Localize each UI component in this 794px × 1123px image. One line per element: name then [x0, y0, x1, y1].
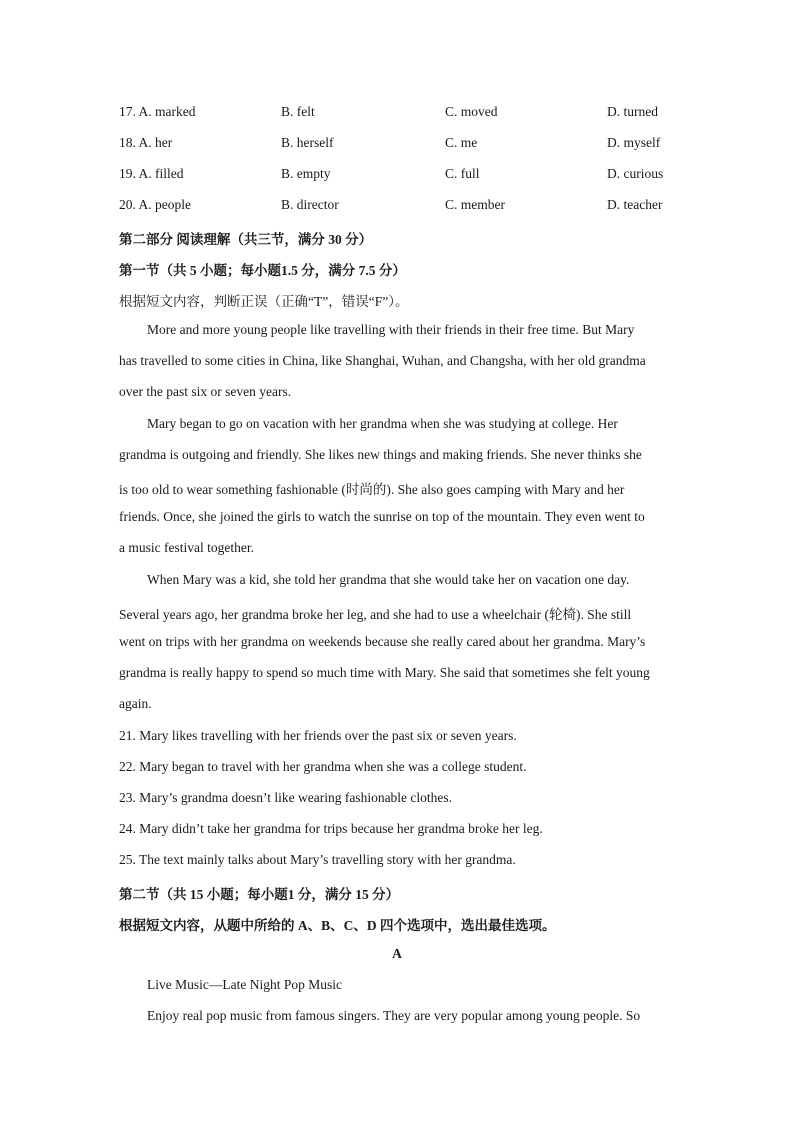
passage-a-label: A: [392, 946, 402, 961]
option-c: C. moved: [445, 104, 498, 119]
statement-23: 23. Mary’s grandma doesn’t like wearing fashionable clothes.: [119, 790, 453, 805]
passage-line: over the past six or seven years.: [119, 384, 292, 399]
passage-a-line: Enjoy real pop music from famous singers. They are very popular among young people. So: [147, 1008, 641, 1023]
option-d: D. turned: [607, 104, 658, 119]
option-b: B. director: [281, 197, 339, 212]
passage-a-title: Live Music—Late Night Pop Music: [147, 977, 342, 992]
passage-line: grandma is outgoing and friendly. She likes new things and making friends. She never thinks she: [119, 447, 642, 462]
option-d: D. myself: [607, 135, 661, 150]
question-20-options: [119, 197, 679, 217]
question-17-options: [119, 104, 679, 124]
question-19-options: [119, 166, 679, 186]
section2-title: 第二节（共 15 小题；每小题1 分，满分 15 分）: [119, 887, 400, 902]
passage-line: More and more young people like travelling with their friends in their free time. But Mary: [147, 322, 635, 337]
passage-line: again.: [119, 696, 152, 711]
option-a: 19. A. filled: [119, 166, 184, 181]
part2-title: 第二部分 阅读理解（共三节，满分 30 分）: [119, 232, 373, 247]
statement-24: 24. Mary didn’t take her grandma for trips because her grandma broke her leg.: [119, 821, 543, 836]
statement-21: 21. Mary likes travelling with her friends over the past six or seven years.: [119, 728, 517, 743]
option-b: B. empty: [281, 166, 331, 181]
statement-22: 22. Mary began to travel with her grandma when she was a college student.: [119, 759, 527, 774]
option-a: 18. A. her: [119, 135, 173, 150]
passage-line: went on trips with her grandma on weekends because she really cared about her grandma. Mary’s: [119, 634, 646, 649]
question-18-options: [119, 135, 679, 155]
option-a: 20. A. people: [119, 197, 191, 212]
option-b: B. felt: [281, 104, 315, 119]
statement-25: 25. The text mainly talks about Mary’s travelling story with her grandma.: [119, 852, 516, 867]
passage-line: Mary began to go on vacation with her grandma when she was studying at college. Her: [147, 416, 618, 431]
option-d: D. teacher: [607, 197, 663, 212]
option-c: C. me: [445, 135, 478, 150]
option-d: D. curious: [607, 166, 664, 181]
passage-line: friends. Once, she joined the girls to watch the sunrise on top of the mountain. They even went to: [119, 509, 645, 524]
option-c: C. member: [445, 197, 505, 212]
option-a: 17. A. marked: [119, 104, 196, 119]
option-b: B. herself: [281, 135, 334, 150]
passage-line: has travelled to some cities in China, like Shanghai, Wuhan, and Changsha, with her old grandma: [119, 353, 646, 368]
passage-line: grandma is really happy to spend so much time with Mary. She said that sometimes she felt young: [119, 665, 650, 680]
section1-title: 第一节（共 5 小题；每小题1.5 分，满分 7.5 分）: [119, 263, 406, 278]
option-c: C. full: [445, 166, 480, 181]
section1-instruction: 根据短文内容，判断正误（正确“T”，错误“F”）。: [119, 294, 409, 309]
passage-line: When Mary was a kid, she told her grandma that she would take her on vacation one day.: [147, 572, 630, 587]
passage-line: a music festival together.: [119, 540, 254, 555]
passage-line: Several years ago, her grandma broke her leg, and she had to use a wheelchair (轮椅). She still: [119, 607, 632, 622]
passage-line: is too old to wear something fashionable (时尚的). She also goes camping with Mary and her: [119, 482, 625, 497]
section2-instruction: 根据短文内容，从题中所给的 A、B、C、D 四个选项中，选出最佳选项。: [119, 918, 556, 933]
